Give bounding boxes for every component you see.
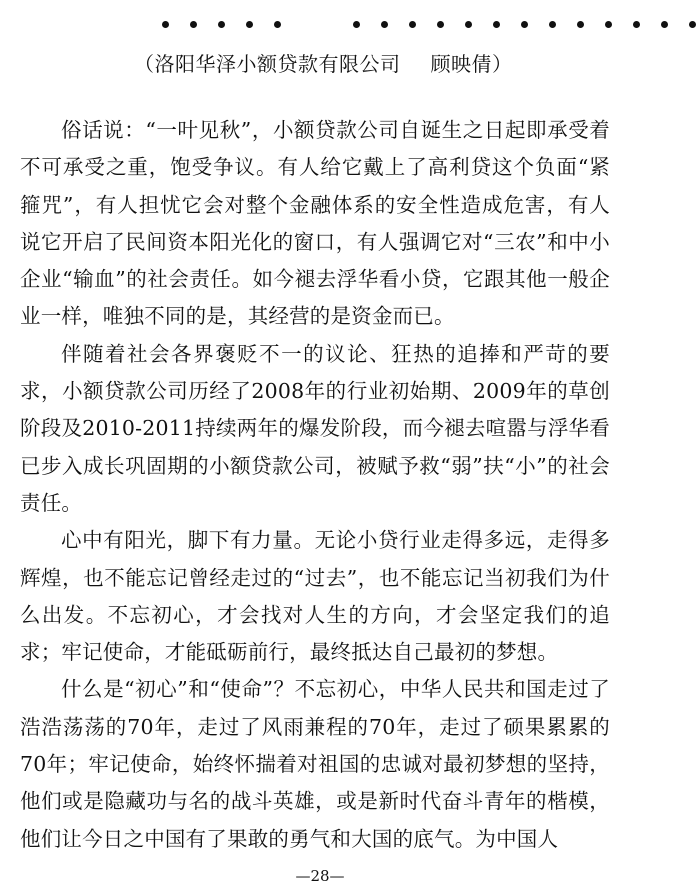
dot (274, 21, 281, 28)
dot (409, 21, 416, 28)
dot (521, 21, 528, 28)
byline-author: 顾映倩） (430, 52, 513, 76)
article-body (20, 112, 610, 858)
dot (577, 21, 584, 28)
dot (437, 21, 444, 28)
byline-company: （洛阳华泽小额贷款有限公司 (134, 52, 401, 76)
dot (218, 21, 225, 28)
paragraph-1: 俗话说：“一叶见秋”，小额贷款公司自诞生之日起即承受着不可承受之重，饱受争议。有人给它戴上了高利贷这个负面“紧箍咒”，有人担忧它会对整个金融体系的安全性造成危害，有人说它开启了民间资本阳光化的窗口，有人强调它对“三农”和中小企业“输血”的社会责任。如今褪去浮华看小贷，它跟其他一般企业一样，唯独不同的是，其经营的是资金而已。 (20, 118, 610, 329)
dot (190, 21, 197, 28)
dot (381, 21, 388, 28)
dot (549, 21, 556, 28)
dot (353, 21, 360, 28)
dot (689, 21, 696, 28)
dot (605, 21, 612, 28)
dot (246, 21, 253, 28)
paragraph-3: 心中有阳光，脚下有力量。无论小贷行业走得多远，走得多辉煌，也不能忘记曾经走过的“过去”，也不能忘记当初我们为什么出发。不忘初心，才会找对人生的方向，才会坚定我们的追求；牢记使命，才能砥砺前行，最终抵达自己最初的梦想。 (20, 528, 610, 665)
paragraph-2: 伴随着社会各界褒贬不一的议论、狂热的追捧和严苛的要求，小额贷款公司历经了2008年的行业初始期、2009年的草创阶段及2010-2011持续两年的爆发阶段，而今褪去喧嚣与浮华看已步入成长巩固期的小额贷款公司，被赋予救“弱”扶“小”的社会责任。 (20, 341, 610, 515)
header-dot-rule (162, 14, 700, 34)
dot (162, 21, 169, 28)
dot (633, 21, 640, 28)
dot (661, 21, 668, 28)
dot (493, 21, 500, 28)
page-number: —28— (295, 867, 345, 885)
author-byline (134, 50, 513, 78)
paragraph-4: 什么是“初心”和“使命”？不忘初心，中华人民共和国走过了浩浩荡荡的70年，走过了风雨兼程的70年，走过了硕果累累的70年；牢记使命，始终怀揣着对祖国的忠诚对最初梦想的坚持，他们或是隐藏功与名的战斗英雄，或是新时代奋斗青年的楷模，他们让今日之中国有了果敢的勇气和大国的底气。为中国人 (20, 677, 610, 851)
dot (465, 21, 472, 28)
